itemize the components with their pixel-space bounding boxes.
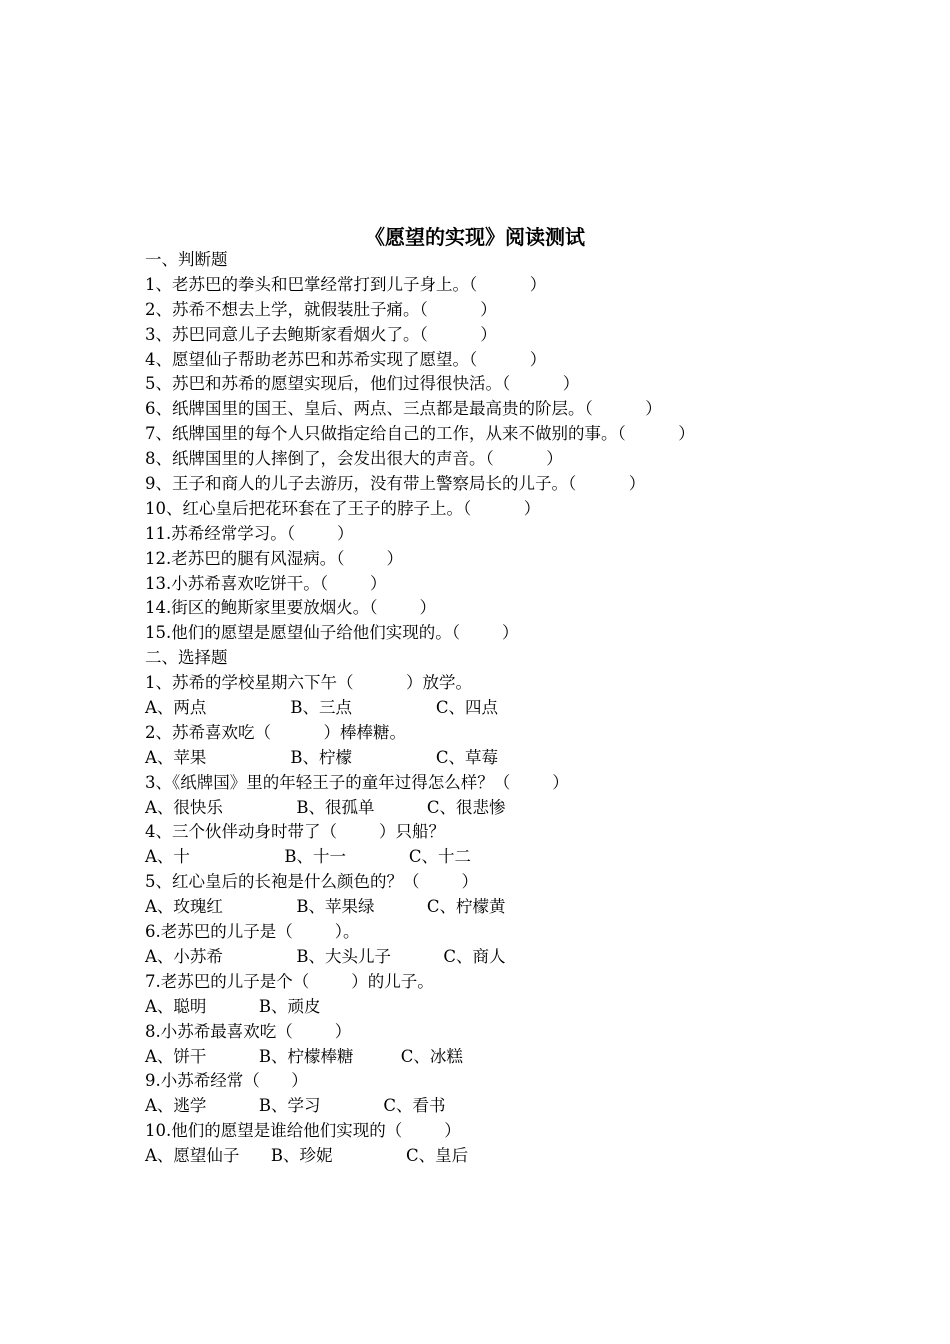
question-line: 5、苏巴和苏希的愿望实现后，他们过得很快活。（ ）	[145, 374, 580, 394]
question-line: 1、苏希的学校星期六下午（ ）放学。	[145, 673, 472, 693]
options-line: A、聪明 B、顽皮	[145, 996, 321, 1016]
question-line: 11.苏希经常学习。（ ）	[145, 523, 354, 543]
options-line: A、愿望仙子 B、珍妮 C、皇后	[145, 1146, 469, 1166]
question-line: 13.小苏希喜欢吃饼干。（ ）	[145, 573, 387, 593]
question-line: 2、苏希喜欢吃（ ）棒棒糖。	[145, 722, 406, 742]
question-line: 1、老苏巴的拳头和巴掌经常打到儿子身上。（ ）	[145, 274, 547, 294]
question-line: 7、纸牌国里的每个人只做指定给自己的工作，从来不做别的事。（ ）	[145, 424, 695, 444]
question-line: 3、《纸牌国》里的年轻王子的童年过得怎么样？（ ）	[145, 772, 569, 792]
question-line: 14.街区的鲍斯家里要放烟火。（ ）	[145, 598, 436, 618]
section-heading: 二、选择题	[145, 648, 228, 668]
question-line: 5、红心皇后的长袍是什么颜色的？（ ）	[145, 872, 478, 892]
options-line: A、很快乐 B、很孤单 C、很悲惨	[145, 797, 506, 817]
question-line: 15.他们的愿望是愿望仙子给他们实现的。（ ）	[145, 623, 519, 643]
question-line: 8、纸牌国里的人摔倒了，会发出很大的声音。（ ）	[145, 449, 563, 469]
question-line: 12.老苏巴的腿有风湿病。（ ）	[145, 548, 403, 568]
document-body	[145, 248, 925, 1169]
question-line: 10、红心皇后把花环套在了王子的脖子上。（ ）	[145, 498, 541, 518]
options-line: A、十 B、十一 C、十二	[145, 847, 472, 867]
options-line: A、两点 B、三点 C、四点	[145, 698, 499, 718]
document-title: 《愿望的实现》阅读测试	[365, 225, 585, 249]
question-line: 10.他们的愿望是谁给他们实现的（ ）	[145, 1121, 461, 1141]
options-line: A、玫瑰红 B、苹果绿 C、柠檬黄	[145, 897, 506, 917]
question-line: 3、苏巴同意儿子去鲍斯家看烟火了。（ ）	[145, 324, 497, 344]
options-line: A、小苏希 B、大头儿子 C、商人	[145, 946, 506, 966]
section-heading: 一、判断题	[145, 250, 228, 269]
question-line: 6.老苏巴的儿子是（ ）。	[145, 922, 360, 942]
question-line: 2、苏希不想去上学，就假装肚子痛。（ ）	[145, 299, 497, 319]
section-true-false	[145, 248, 925, 646]
question-line: 6、纸牌国里的国王、皇后、两点、三点都是最高贵的阶层。（ ）	[145, 399, 662, 419]
question-line: 7.老苏巴的儿子是个（ ）的儿子。	[145, 971, 434, 991]
question-line: 4、愿望仙子帮助老苏巴和苏希实现了愿望。（ ）	[145, 349, 547, 369]
question-line: 9、王子和商人的儿子去游历，没有带上警察局长的儿子。（ ）	[145, 474, 646, 494]
options-line: A、苹果 B、柠檬 C、草莓	[145, 747, 499, 767]
section-multiple-choice	[145, 646, 925, 1169]
question-line: 8.小苏希最喜欢吃（ ）	[145, 1021, 352, 1041]
question-line: 4、三个伙伴动身时带了（ ）只船？	[145, 822, 445, 842]
options-line: A、饼干 B、柠檬棒糖 C、冰糕	[145, 1046, 463, 1066]
options-line: A、逃学 B、学习 C、看书	[145, 1096, 446, 1116]
question-line: 9.小苏希经常（ ）	[145, 1071, 308, 1091]
